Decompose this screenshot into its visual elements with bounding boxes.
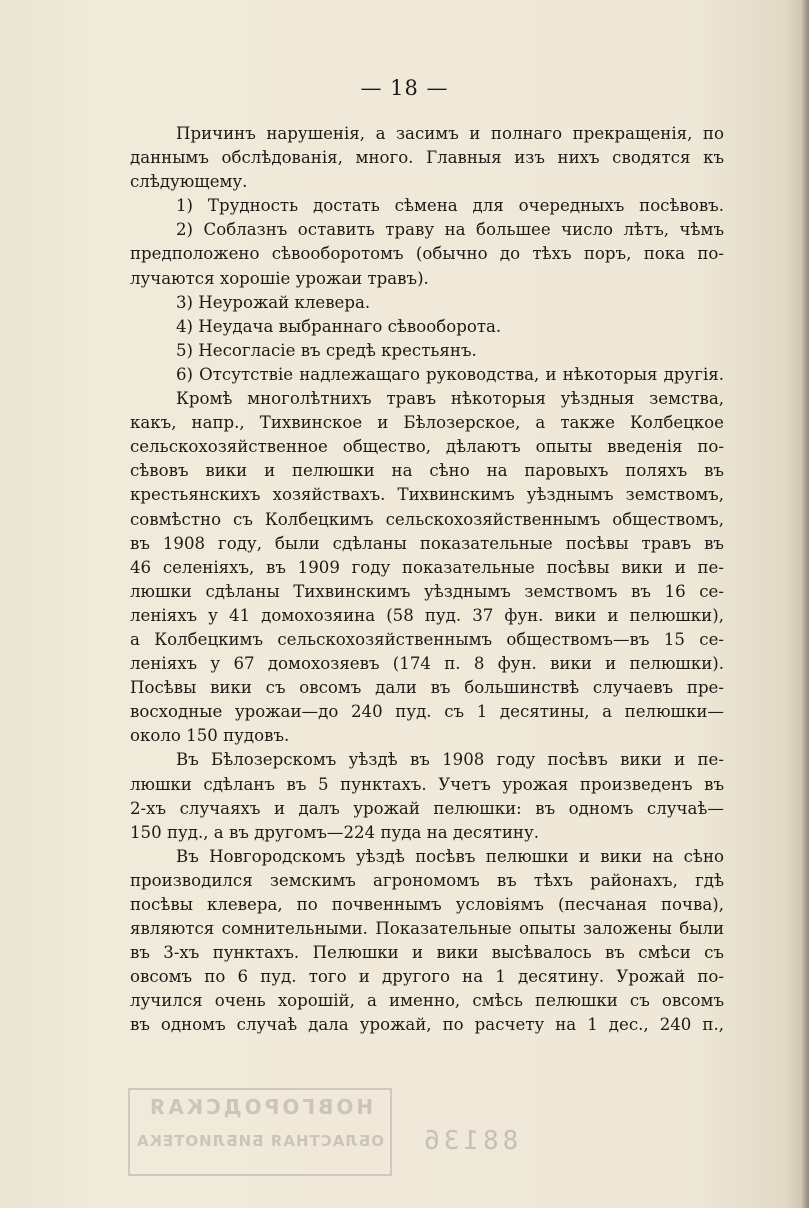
text-line: люшки сдѣланы Тихвинскимъ уѣзднымъ земствомъ въ 16 се-: [130, 581, 724, 601]
text-line: даннымъ обслѣдованія, много. Главныя изъ нихъ сводятся къ: [130, 148, 724, 168]
text-line: 2-хъ случаяхъ и далъ урожай пелюшки: въ одномъ случаѣ—: [130, 798, 724, 818]
text-line: Посѣвы вики съ овсомъ дали въ большинствѣ случаевъ пре-: [130, 678, 724, 698]
page-edge-shadow: [801, 0, 809, 1208]
body-text: [130, 122, 724, 1038]
text-line: слѣдующему.: [130, 172, 248, 192]
text-line: 5) Несогласіе въ средѣ крестьянъ.: [176, 340, 477, 360]
text-line: 4) Неудача выбраннаго сѣвооборота.: [176, 316, 502, 336]
text-line: 6) Отсутствіе надлежащаго руководства, и нѣкоторыя другія.: [176, 364, 724, 384]
text-line: лучаются хорошіе урожаи травъ).: [130, 268, 429, 288]
text-line: какъ, напр., Тихвинское и Бѣлозерское, а также Колбецкое: [130, 413, 724, 433]
text-line: 46 селеніяхъ, въ 1909 году показательные посѣвы вики и пе-: [130, 557, 724, 577]
text-line: являются сомнительными. Показательные опыты заложены были: [130, 919, 724, 939]
text-line: 2) Соблазнъ оставить траву на большее число лѣтъ, чѣмъ: [176, 220, 724, 240]
text-line: лучился очень хорошій, а именно, смѣсь пелюшки съ овсомъ: [130, 991, 724, 1011]
text-line: 150 пуд., а въ другомъ—224 пуда на десятину.: [130, 822, 540, 842]
stamp-line-1: НОВГОРОДСКАЯ: [146, 1095, 374, 1119]
text-line: производился земскимъ агрономомъ въ тѣхъ районахъ, гдѣ: [130, 870, 724, 890]
text-line: 1) Трудность достать сѣмена для очередныхъ посѣвовъ.: [176, 196, 724, 216]
text-line: а Колбецкимъ сельскохозяйственнымъ обществомъ—въ 15 се-: [130, 629, 724, 649]
text-line: люшки сдѣланъ въ 5 пунктахъ. Учетъ урожая произведенъ въ: [130, 774, 724, 794]
text-line: Въ Новгородскомъ уѣздѣ посѣвъ пелюшки и вики на сѣно: [176, 846, 724, 866]
text-line: леніяхъ у 67 домохозяевъ (174 п. 8 фун. вики и пелюшки).: [130, 654, 724, 674]
text-line: Кромѣ многолѣтнихъ травъ нѣкоторыя уѣздныя земства,: [176, 389, 724, 409]
text-line: въ 3-хъ пунктахъ. Пелюшки и вики высѣвалось въ смѣси съ: [130, 943, 724, 963]
text-line: овсомъ по 6 пуд. того и другого на 1 десятину. Урожай по-: [130, 967, 724, 987]
text-line: крестьянскихъ хозяйствахъ. Тихвинскимъ уѣзднымъ земствомъ,: [130, 485, 724, 505]
page-number: — 18 —: [360, 76, 449, 100]
stamp-line-2: ОБЛАСТНАЯ БИБЛИОТЕКА: [136, 1132, 384, 1150]
text-line: предположено сѣвооборотомъ (обычно до тѣхъ поръ, пока по-: [130, 244, 724, 264]
text-line: въ 1908 году, были сдѣланы показательные посѣвы травъ въ: [130, 533, 724, 553]
text-line: сельскохозяйственное общество, дѣлаютъ опыты введенія по-: [130, 437, 724, 457]
text-line: совмѣстно съ Колбецкимъ сельскохозяйственнымъ обществомъ,: [130, 509, 724, 529]
text-line: Въ Бѣлозерскомъ уѣздѣ въ 1908 году посѣвъ вики и пе-: [176, 750, 724, 770]
text-line: въ одномъ случаѣ дала урожай, по расчету на 1 дес., 240 п.,: [130, 1015, 724, 1035]
text-line: 3) Неурожай клевера.: [176, 292, 371, 312]
text-line: сѣвовъ вики и пелюшки на сѣно на паровыхъ поляхъ въ: [130, 461, 724, 481]
text-line: посѣвы клевера, по почвеннымъ условіямъ (песчаная почва),: [130, 895, 724, 914]
text-line: около 150 пудовъ.: [130, 726, 290, 746]
text-line: восходные урожаи—до 240 пуд. съ 1 десятины, а пелюшки—: [130, 702, 724, 722]
text-line: леніяхъ у 41 домохозяина (58 пуд. 37 фун. вики и пелюшки),: [130, 605, 724, 625]
library-stamp: [128, 1088, 392, 1176]
inventory-number: 88136: [420, 1126, 519, 1156]
text-line: Причинъ нарушенія, а засимъ и полнаго прекращенія, по: [176, 124, 724, 143]
